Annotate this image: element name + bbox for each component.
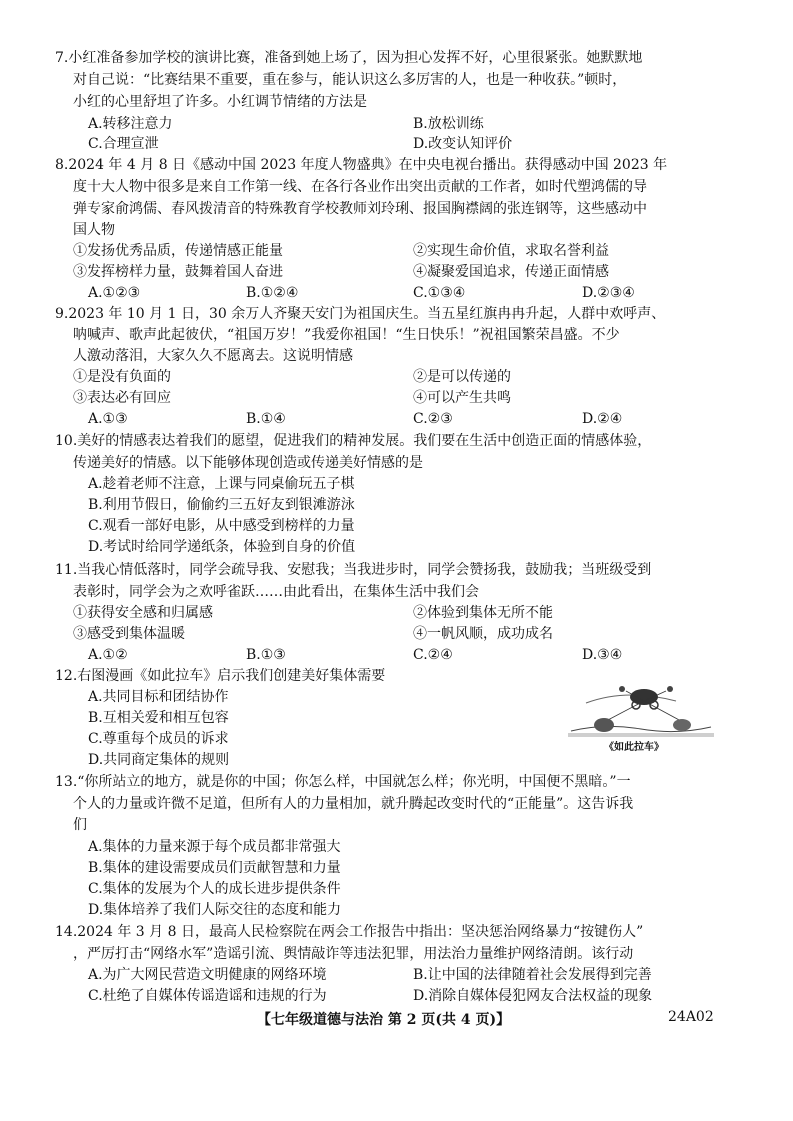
q8-line-4: 国人物	[73, 222, 115, 238]
q7-option-a: A.转移注意力	[88, 116, 173, 132]
q11-option-d: D.③④	[582, 647, 623, 663]
q9-line-1: 9.2023 年 10 月 1 日，30 余万人齐聚天安门为祖国庆生。当五星红旗冉冉升起，人群中欢呼声、	[55, 306, 666, 322]
cartoon-caption: 《如此拉车》	[604, 742, 664, 753]
q7-line-2: 对自己说：“比赛结果不重要，重在参与，能认识这么多厉害的人，也是一种收获。”顿时，	[73, 72, 627, 88]
q8-line-1: 8.2024 年 4 月 8 日《感动中国 2023 年度人物盛典》在中央电视台播出。获得感动中国 2023 年	[55, 157, 668, 173]
q13-option-b: B.集体的建设需要成员们贡献智慧和力量	[88, 860, 341, 876]
q13-option-c: C.集体的发展为个人的成长进步提供条件	[88, 881, 341, 897]
q11-item-2: ②体验到集体无所不能	[413, 605, 553, 621]
q9-item-1: ①是没有负面的	[73, 369, 171, 385]
q8-item-1: ①发扬优秀品质，传递情感正能量	[73, 243, 283, 259]
q9-item-3: ③表达必有回应	[73, 390, 171, 406]
page-footer: 【七年级道德与法治 第 2 页(共 4 页)】	[257, 1012, 511, 1028]
q8-option-c: C.①③④	[413, 285, 466, 301]
q14-option-d: D.消除自媒体侵犯网友合法权益的现象	[413, 988, 653, 1004]
q11-item-4: ④一帆风顺，成功成名	[413, 626, 553, 642]
q8-line-3: 弹专家俞鸿儒、春风拨清音的特殊教育学校教师刘玲琍、报国胸襟阔的张连钢等，这些感动中	[73, 201, 647, 217]
q13-line-2: 个人的力量或许微不足道，但所有人的力量相加，就升腾起改变时代的“正能量”。这告诉我	[73, 796, 634, 812]
q10-option-c: C.观看一部好电影，从中感受到榜样的力量	[88, 518, 355, 534]
q8-line-2: 度十大人物中很多是来自工作第一线、在各行各业作出突出贡献的工作者，如时代塑鸿儒的导	[73, 179, 647, 195]
q9-line-3: 人激动落泪，大家久久不愿离去。这说明情感	[73, 348, 353, 364]
q11-option-a: A.①②	[88, 647, 128, 663]
q12-option-c: C.尊重每个成员的诉求	[88, 731, 229, 747]
q13-line-1: 13.“你所站立的地方，就是你的中国；你怎么样，中国就怎么样；你光明，中国便不黑暗。”一	[55, 774, 631, 790]
q11-item-1: ①获得安全感和归属感	[73, 605, 213, 621]
q9-option-b: B.①④	[246, 411, 286, 427]
q11-option-b: B.①③	[246, 647, 286, 663]
q10-option-b: B.利用节假日，偷偷约三五好友到银滩游泳	[88, 497, 355, 513]
q13-option-a: A.集体的力量来源于每个成员都非常强大	[88, 839, 341, 855]
q9-line-2: 呐喊声、歌声此起彼伏，“祖国万岁！”我爱你祖国！“生日快乐！”祝祖国繁荣昌盛。不少	[73, 327, 620, 343]
q11-line-1: 11.当我心情低落时，同学会疏导我、安慰我；当我进步时，同学会赞扬我，鼓励我；当班级受到	[55, 562, 652, 578]
q8-option-d: D.②③④	[582, 285, 635, 301]
q7-option-c: C.合理宣泄	[88, 136, 159, 152]
q11-line-2: 表彰时，同学会为之欢呼雀跃……由此看出，在集体生活中我们会	[73, 584, 479, 600]
q8-item-4: ④凝聚爱国追求，传递正面情感	[413, 264, 609, 280]
q10-line-1: 10.美好的情感表达着我们的愿望，促进我们的精神发展。我们要在生活中创造正面的情感体验，	[55, 433, 652, 449]
q12-option-d: D.共同商定集体的规则	[88, 752, 230, 768]
q8-option-a: A.①②③	[88, 285, 141, 301]
paper-code: 24A02	[668, 1009, 714, 1025]
q8-option-b: B.①②④	[246, 285, 299, 301]
q9-option-d: D.②④	[582, 411, 623, 427]
q10-line-2: 传递美好的情感。以下能够体现创造或传递美好情感的是	[73, 455, 423, 471]
q7-line-1: 7.小红准备参加学校的演讲比赛，准备到她上场了，因为担心发挥不好，心里很紧张。她默默地	[55, 50, 643, 66]
q9-item-4: ④可以产生共鸣	[413, 390, 511, 406]
q10-option-a: A.趁着老师不注意，上课与同桌偷玩五子棋	[88, 476, 355, 492]
q8-item-2: ②实现生命价值，求取名誉利益	[413, 243, 609, 259]
q14-option-b: B.让中国的法律随着社会发展得到完善	[413, 967, 652, 983]
q14-line-1: 14.2024 年 3 月 8 日，最高人民检察院在两会工作报告中指出：坚决惩治网络暴力“按键伤人”	[55, 924, 644, 940]
q9-option-c: C.②③	[413, 411, 453, 427]
q9-item-2: ②是可以传递的	[413, 369, 511, 385]
q12-option-a: A.共同目标和团结协作	[88, 689, 229, 705]
q12-option-b: B.互相关爱和相互包容	[88, 710, 229, 726]
q13-option-d: D.集体培养了我们人际交往的态度和能力	[88, 902, 342, 918]
q14-option-c: C.杜绝了自媒体传谣造谣和违规的行为	[88, 988, 327, 1004]
q13-line-3: 们	[73, 817, 87, 833]
q7-line-3: 小红的心里舒坦了许多。小红调节情绪的方法是	[73, 94, 367, 110]
q11-item-3: ③感受到集体温暖	[73, 626, 185, 642]
q10-option-d: D.考试时给同学递纸条，体验到自身的价值	[88, 539, 356, 555]
q11-option-c: C.②④	[413, 647, 453, 663]
q14-line-2: ，严厉打击“网络水军”造谣引流、舆情敲诈等违法犯罪，用法治力量维护网络清朗。该行动	[73, 946, 634, 962]
q7-option-d: D.改变认知评价	[413, 136, 513, 152]
q14-option-a: A.为广大网民营造文明健康的网络环境	[88, 967, 327, 983]
q8-item-3: ③发挥榜样力量，鼓舞着国人奋进	[73, 264, 283, 280]
q7-option-b: B.放松训练	[413, 116, 484, 132]
q12-line-1: 12.右图漫画《如此拉车》启示我们创建美好集体需要	[55, 668, 386, 684]
q9-option-a: A.①③	[88, 411, 128, 427]
